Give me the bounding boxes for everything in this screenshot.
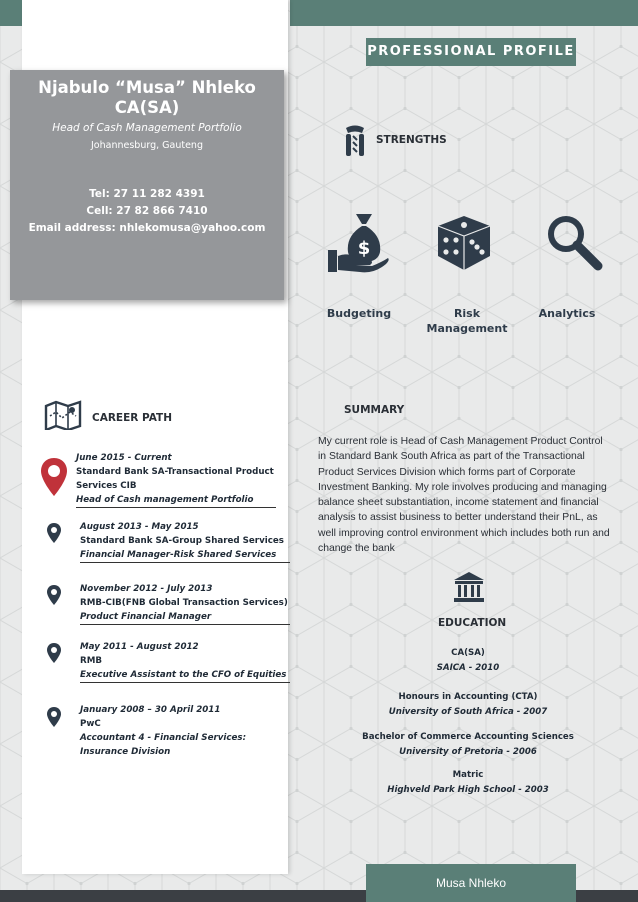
location-pin-icon [46,706,62,728]
education-institution: University of Pretoria - 2006 [399,747,537,757]
location-pin-red-icon [40,457,68,497]
career-role: Product Financial Manager [80,610,290,625]
top-accent-band-right [290,0,638,26]
career-company: Standard Bank SA-Transactional Product Services CIB [76,467,274,491]
location: Johannesburg, Gauteng [91,140,203,151]
career-role: Accountant 4 - Financial Services: Insurance Division [80,733,247,757]
career-company: RMB [80,656,102,666]
strength-grip-icon [340,124,370,158]
career-entry [80,520,290,563]
education-entry [313,690,623,720]
footer-name: Musa Nhleko [366,864,576,902]
strength-budgeting: Budgeting [326,307,392,320]
career-entry [76,451,276,508]
education-qualification: Honours in Accounting (CTA) [398,692,538,702]
career-dates: May 2011 - August 2012 [80,642,199,652]
career-dates: June 2015 - Current [76,453,172,463]
location-pin-icon [46,584,62,606]
education-institution: University of South Africa - 2007 [388,707,548,717]
cellphone: Cell: 27 82 866 7410 [86,205,208,217]
candidate-name [10,78,284,118]
education-qualification: Matric [452,770,484,780]
telephone: Tel: 27 11 282 4391 [89,188,205,200]
summary-title: SUMMARY [344,404,405,416]
location-pin-icon [46,642,62,664]
education-qualification: Bachelor of Commerce Accounting Sciences [362,732,574,742]
education-entry [313,646,623,676]
education-title: EDUCATION [438,617,507,629]
professional-profile-banner: PROFESSIONAL PROFILE [366,38,576,66]
current-role: Head of Cash Management Portfolio [52,122,242,134]
location-pin-icon [46,522,62,544]
career-dates: November 2012 - July 2013 [80,584,213,594]
career-entry [80,582,290,625]
career-role: Executive Assistant to the CFO of Equities [80,668,290,683]
career-dates: January 2008 – 30 April 2011 [80,705,221,715]
career-role: Financial Manager-Risk Shared Services [80,548,290,563]
education-entry [313,730,623,760]
map-icon [44,398,82,430]
strengths-title: STRENGTHS [376,134,447,146]
designation-text: CA(SA) [114,98,180,117]
education-qualification: CA(SA) [451,648,485,658]
career-role: Head of Cash management Portfolio [76,493,276,508]
money-bag-icon [326,210,392,276]
institution-icon [452,570,486,604]
name-text: Njabulo “Musa” Nhleko [38,78,256,97]
career-path-title: CAREER PATH [92,412,172,424]
header-card [10,70,284,300]
education-institution: SAICA - 2010 [436,663,500,673]
dice-icon [432,212,494,274]
strength-risk-management: Risk Management [426,307,508,335]
career-company: PwC [80,719,101,729]
career-company: RMB-CIB(FNB Global Transaction Services) [80,598,288,608]
career-entry [80,640,290,683]
email-address: Email address: nhlekomusa@yahoo.com [28,222,266,234]
top-accent-band-left [0,0,22,26]
education-institution: Highveld Park High School - 2003 [387,785,549,795]
career-entry [80,703,260,759]
career-company: Standard Bank SA-Group Shared Services [80,536,284,546]
summary-paragraph: My current role is Head of Cash Management Product Control in Standard Bank South Africa as part of the Transactional Product Services Division which forms part of Corporate Investment Banking. My role involves producing and managing balance sheet substantiation, income statement and financial analysis to assist business to better understand their PnL, as well improving control environment which includes both run and change the bank [318,436,610,555]
contact-details [10,186,284,237]
education-entry [313,768,623,798]
magnifier-icon [544,212,604,272]
svg-text:$: $ [357,238,371,259]
strength-analytics: Analytics [538,307,596,320]
career-dates: August 2013 - May 2015 [80,522,199,532]
